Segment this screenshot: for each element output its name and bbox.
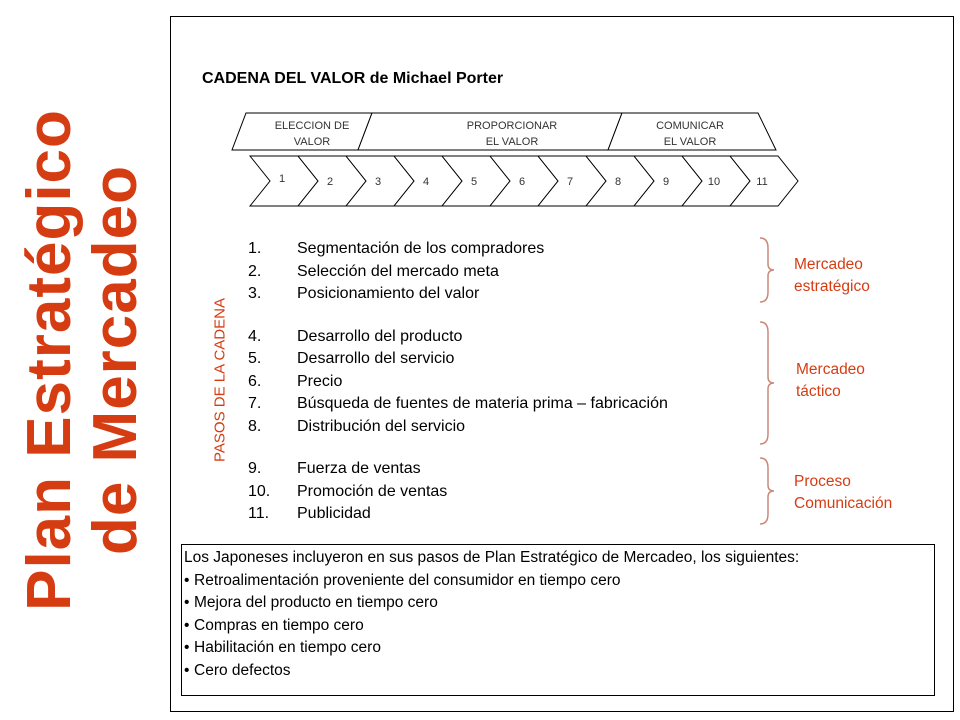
phase-label-line2: VALOR xyxy=(293,136,331,148)
step-item xyxy=(248,326,768,349)
step-group-tactical xyxy=(248,326,768,439)
step-text: Selección del mercado meta xyxy=(297,262,499,280)
chevron-number: 9 xyxy=(662,176,670,188)
step-text: Precio xyxy=(297,372,343,390)
category-communication xyxy=(794,471,892,515)
step-item xyxy=(248,481,768,504)
step-group-communication xyxy=(248,458,768,526)
chevron-number: 11 xyxy=(756,176,768,188)
step-number: 10. xyxy=(248,482,271,500)
japanese-item xyxy=(184,570,934,593)
bracket-strategic xyxy=(758,236,776,304)
chevron-number: 1 xyxy=(278,173,286,185)
category-line: Comunicación xyxy=(794,495,893,512)
japanese-item xyxy=(184,637,934,660)
phase-2 xyxy=(358,113,622,150)
step-number: 5. xyxy=(248,350,262,367)
number-row xyxy=(250,156,798,206)
japanese-item-text: Mejora del producto en tiempo cero xyxy=(194,594,438,611)
bracket-tactical xyxy=(758,320,776,446)
category-line: táctico xyxy=(796,383,841,400)
japanese-steps-box xyxy=(181,544,935,696)
step-item xyxy=(248,393,768,416)
japanese-item-text: Cero defectos xyxy=(194,661,291,679)
chevron-number: 4 xyxy=(422,176,430,188)
chevron-number: 10 xyxy=(707,176,721,188)
step-text: Desarrollo del servicio xyxy=(297,350,455,367)
bullet: • xyxy=(184,661,190,679)
step-number: 2. xyxy=(248,262,262,280)
phase-label-line1: PROPORCIONAR xyxy=(466,120,558,132)
bullet: • xyxy=(184,571,190,589)
step-item xyxy=(248,261,768,284)
phase-3 xyxy=(608,113,776,150)
japanese-item-text: Compras en tiempo cero xyxy=(194,616,364,634)
step-text: Segmentación de los compradores xyxy=(297,240,545,257)
step-item xyxy=(248,283,768,306)
category-line: estratégico xyxy=(794,278,870,295)
step-text: Desarrollo del producto xyxy=(297,327,463,345)
step-number: 6. xyxy=(248,372,262,390)
step-number: 7. xyxy=(248,395,262,412)
bullet: • xyxy=(184,639,190,656)
chevron-number: 2 xyxy=(326,176,334,188)
step-item xyxy=(248,238,768,261)
step-number: 4. xyxy=(248,327,262,345)
category-line: Mercadeo xyxy=(796,361,865,378)
side-title-line-1: Plan Estratégico xyxy=(15,109,84,611)
step-number: 9. xyxy=(248,460,262,477)
step-text: Búsqueda de fuentes de materia prima – fabricación xyxy=(297,395,668,412)
japanese-item xyxy=(184,615,934,638)
chevron-number: 7 xyxy=(566,176,574,188)
phase-label-line1: COMUNICAR xyxy=(656,120,724,132)
category-tactical xyxy=(796,359,865,403)
step-number: 11. xyxy=(248,505,270,522)
japanese-item xyxy=(184,592,934,615)
japanese-intro: Los Japoneses incluyeron en sus pasos de Plan Estratégico de Mercadeo, los siguientes: xyxy=(184,549,800,566)
chevron-number: 3 xyxy=(374,176,382,188)
step-item xyxy=(248,503,768,526)
category-strategic xyxy=(794,254,870,298)
step-number: 8. xyxy=(248,417,262,435)
bullet: • xyxy=(184,594,190,611)
step-text: Distribución del servicio xyxy=(297,417,466,435)
phase-label-line2: EL VALOR xyxy=(485,136,539,148)
bullet: • xyxy=(184,616,190,634)
chevron-number: 6 xyxy=(518,176,526,188)
step-text: Publicidad xyxy=(297,505,371,522)
step-group-strategic xyxy=(248,238,768,306)
step-text: Promoción de ventas xyxy=(297,482,448,500)
phase-label-line1: ELECCION DE xyxy=(274,120,350,132)
category-line: Proceso xyxy=(794,473,851,490)
chevron-number: 8 xyxy=(614,176,622,188)
japanese-item-text: Habilitación en tiempo cero xyxy=(194,639,381,656)
side-title-line-2: de Mercadeo xyxy=(81,164,150,556)
steps-vertical-label: PASOS DE LA CADENA xyxy=(211,298,229,462)
japanese-item-text: Retroalimentación proveniente del consumidor en tiempo cero xyxy=(194,571,621,589)
step-number: 3. xyxy=(248,285,262,302)
step-number: 1. xyxy=(248,240,262,257)
steps-list xyxy=(248,238,768,526)
bracket-communication xyxy=(758,456,776,526)
phase-label-line2: EL VALOR xyxy=(663,136,717,148)
step-text: Posicionamiento del valor xyxy=(297,285,480,302)
phase-row xyxy=(232,113,776,150)
category-line: Mercadeo xyxy=(794,256,863,273)
japanese-item xyxy=(184,660,934,683)
chevron-number: 5 xyxy=(470,176,478,188)
step-item xyxy=(248,458,768,481)
step-item xyxy=(248,348,768,371)
chain-title: CADENA DEL VALOR de Michael Porter xyxy=(202,70,504,87)
step-item xyxy=(248,416,768,439)
phase-1 xyxy=(232,113,372,150)
step-text: Fuerza de ventas xyxy=(297,460,421,477)
step-item xyxy=(248,371,768,394)
